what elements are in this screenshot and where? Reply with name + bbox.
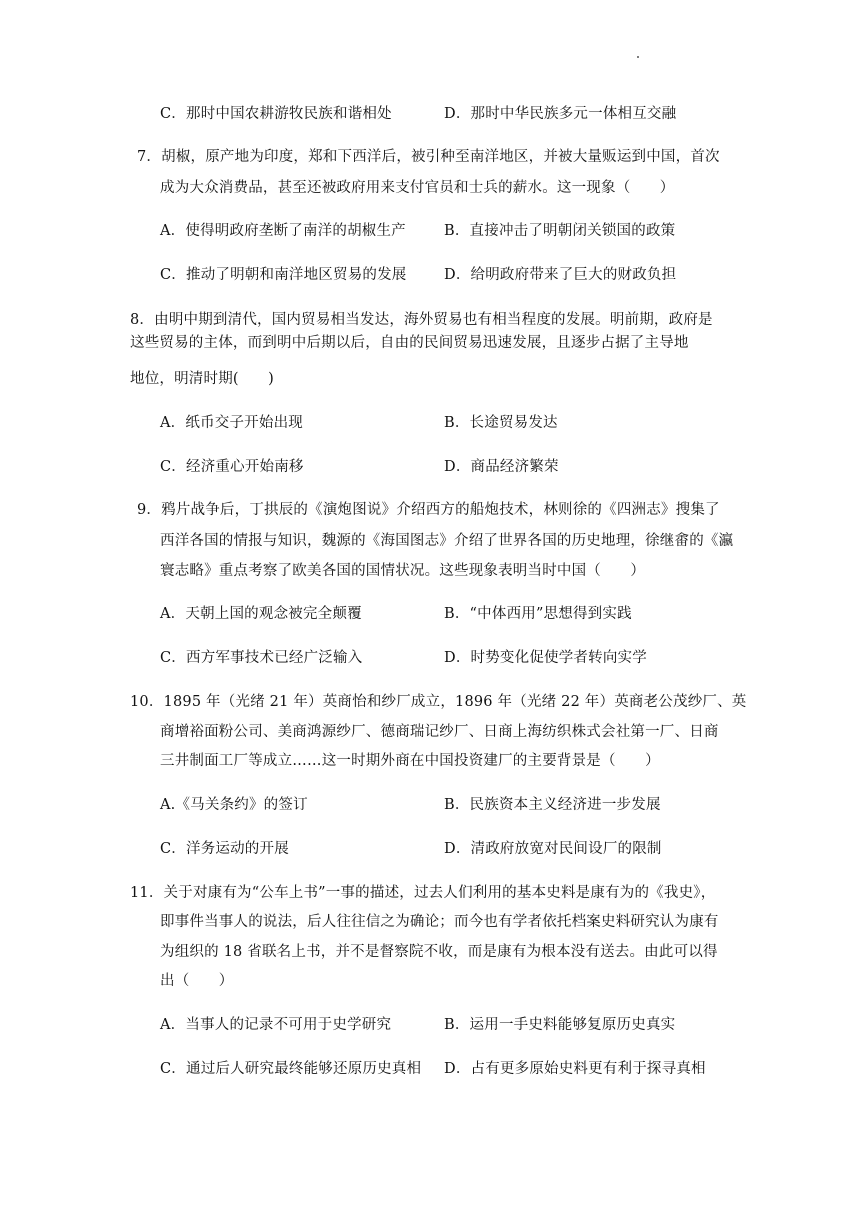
q7-option-a: A．使得明政府垄断了南洋的胡椒生产 — [160, 223, 406, 239]
q8-option-a: A．纸币交子开始出现 — [160, 415, 303, 431]
q9-option-d: D．时势变化促使学者转向实学 — [444, 650, 647, 666]
q11-stem-line-3: 为组织的 18 省联名上书，并不是督察院不收，而是康有为根本没有送去。由此可以得 — [160, 944, 718, 960]
q11-option-b: B．运用一手史料能够复原历史真实 — [444, 1017, 676, 1033]
q11-option-d: D．占有更多原始史料更有利于探寻真相 — [444, 1061, 706, 1077]
q11-stem-line-2: 即事件当事人的说法，后人往往信之为确论；而今也有学者依托档案史料研究认为康有 — [160, 914, 719, 930]
q10-option-d: D．清政府放宽对民间设厂的限制 — [444, 841, 662, 857]
q11-option-c: C．通过后人研究最终能够还原历史真相 — [160, 1061, 422, 1077]
q9-option-b: B．“中体西用”思想得到实践 — [444, 606, 632, 622]
q8-stem-line-3: 地位，明清时期( ) — [130, 371, 275, 387]
q9-stem-line-3: 寰志略》重点考察了欧美各国的国情状况。这些现象表明当时中国（ ） — [160, 563, 646, 579]
q7-stem-line-2: 成为大众消费品，甚至还被政府用来支付官员和士兵的薪水。这一现象（ ） — [160, 180, 675, 196]
q9-option-c: C．西方军事技术已经广泛输入 — [160, 650, 363, 666]
q10-stem-line-2: 商增裕面粉公司、美商鸿源纱厂、德商瑞记纱厂、日商上海纺织株式会社第一厂、日商 — [160, 724, 719, 740]
q8-option-b: B．长途贸易发达 — [444, 415, 558, 431]
q10-option-a: A.《马关条约》的签订 — [160, 797, 308, 813]
q9-option-a: A．天朝上国的观念被完全颠覆 — [160, 606, 362, 622]
q10-option-b: B．民族资本主义经济进一步发展 — [444, 797, 661, 813]
q6-option-d: D．那时中华民族多元一体相互交融 — [444, 106, 677, 122]
q6-option-c: C．那时中国农耕游牧民族和谐相处 — [160, 106, 392, 122]
page-mark — [637, 56, 639, 58]
q10-option-c: C．洋务运动的开展 — [160, 841, 289, 857]
q11-stem-line-1: 11．关于对康有为“公车上书”一事的描述，过去人们利用的基本史料是康有为的《我史》， — [130, 885, 716, 901]
q7-stem-line-1: 7．胡椒，原产地为印度，郑和下西洋后，被引种至南洋地区，并被大量贩运到中国，首次 — [137, 149, 720, 165]
q10-stem-line-3: 三井制面工厂等成立……这一时期外商在中国投资建厂的主要背景是（ ） — [160, 753, 660, 769]
q7-option-d: D．给明政府带来了巨大的财政负担 — [444, 267, 677, 283]
q8-stem-line-1: 8．由明中期到清代，国内贸易相当发达，海外贸易也有相当程度的发展。明前期，政府是 — [130, 312, 713, 328]
q8-stem-line-2: 这些贸易的主体，而到明中后期以后，自由的民间贸易迅速发展，且逐步占据了主导地 — [130, 335, 689, 351]
q11-stem-line-4: 出（ ） — [160, 973, 234, 989]
q10-stem-line-1: 10．1895 年（光绪 21 年）英商怡和纱厂成立，1896 年（光绪 22 年）英商老公茂纱厂、英 — [130, 694, 747, 710]
q8-option-c: C．经济重心开始南移 — [160, 459, 304, 475]
q11-option-a: A．当事人的记录不可用于史学研究 — [160, 1017, 392, 1033]
q7-option-c: C．推动了明朝和南洋地区贸易的发展 — [160, 267, 407, 283]
q9-stem-line-1: 9．鸦片战争后，丁拱辰的《演炮图说》介绍西方的船炮技术，林则徐的《四洲志》搜集了 — [137, 502, 720, 518]
q8-option-d: D．商品经济繁荣 — [444, 459, 559, 475]
q9-stem-line-2: 西洋各国的情报与知识，魏源的《海国图志》介绍了世界各国的历史地理，徐继畬的《瀛 — [160, 533, 734, 549]
q7-option-b: B．直接冲击了明朝闭关锁国的政策 — [444, 223, 676, 239]
